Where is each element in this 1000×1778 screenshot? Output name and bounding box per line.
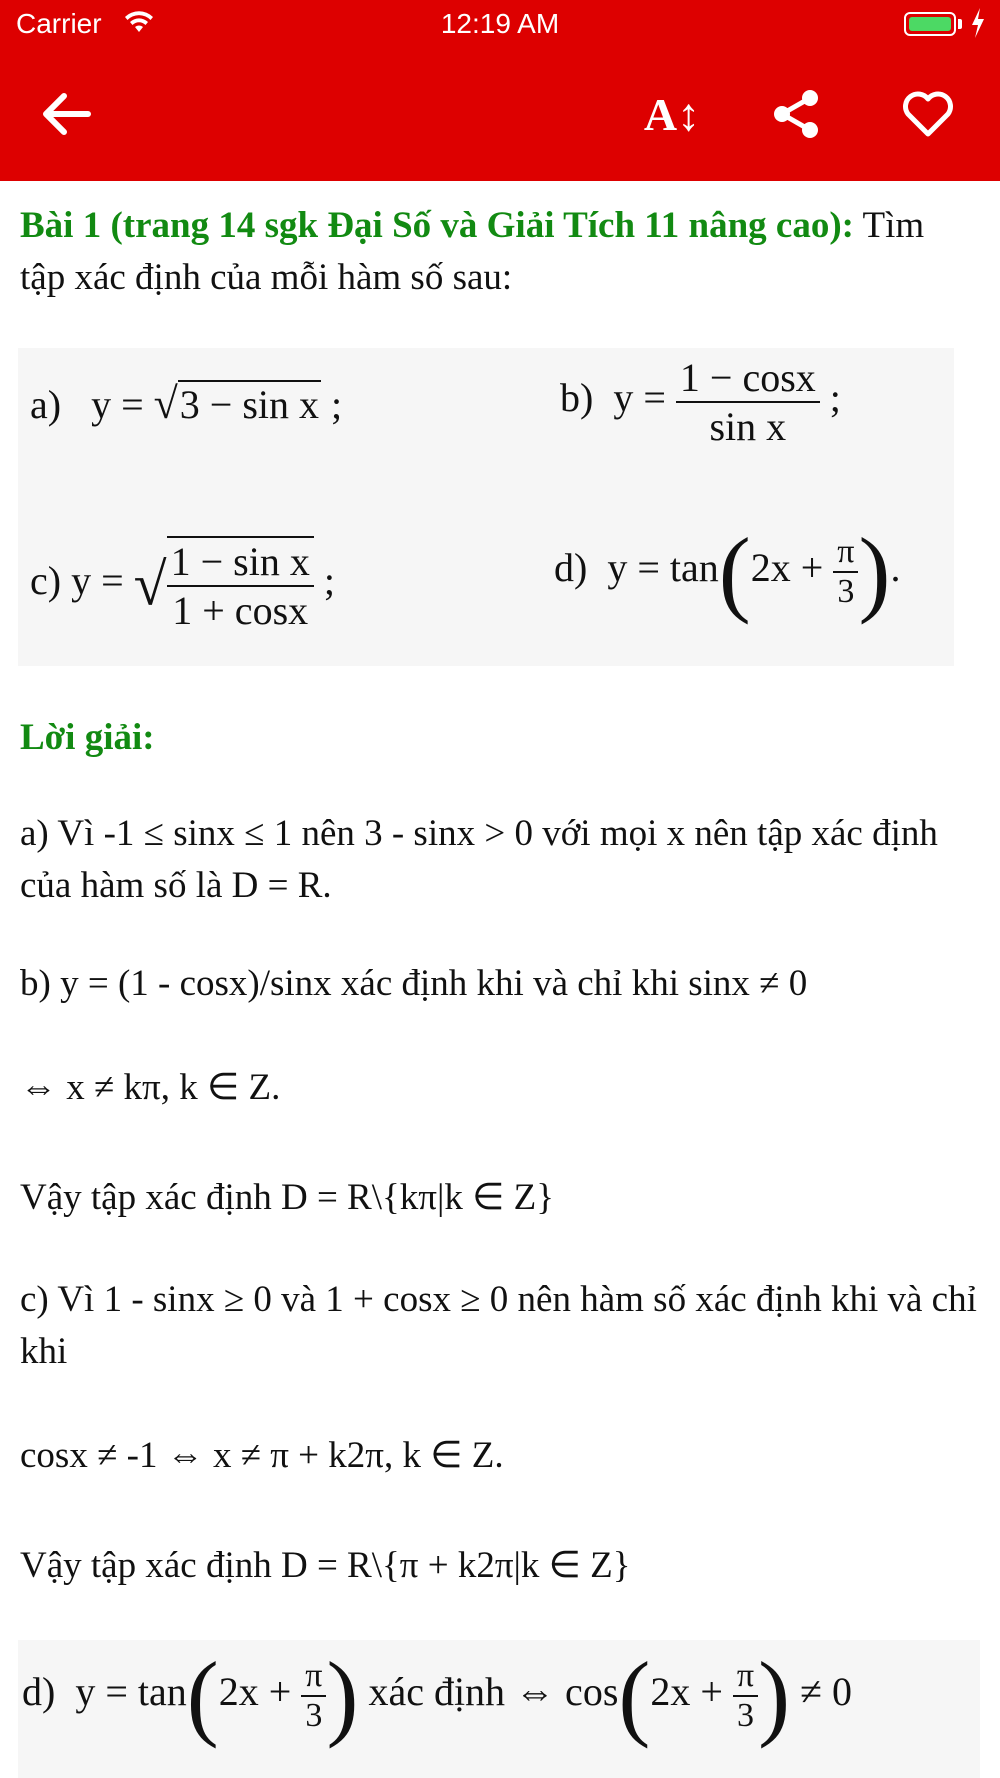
solution-heading: Lời giải: — [20, 717, 155, 758]
solution-d-inner: 2x + — [218, 1669, 302, 1715]
share-icon — [770, 88, 822, 140]
formula-d: d) y = tan(2x + $\frac{\pi}{3}$ ). — [554, 518, 901, 625]
formula-d-label: d) — [554, 545, 588, 591]
font-size-icon: A↕ — [643, 88, 701, 140]
nav-bar — [0, 48, 1000, 181]
formula-b-lhs: y = — [613, 375, 676, 421]
solution-d-num: π — [301, 1657, 326, 1697]
solution-d-fraction2 — [733, 1657, 758, 1735]
formula-c-label: c) — [30, 558, 62, 604]
solution-c-line1: c) Vì 1 - sinx ≥ 0 và 1 + cosx ≥ 0 nên hàm số xác định khi và chỉ khi — [20, 1279, 977, 1372]
share-button[interactable] — [760, 78, 832, 150]
solution-b-line3: Vậy tập xác định D = R\{kπ|k ∈ Z} — [20, 1177, 554, 1218]
problem-formulas — [18, 348, 954, 666]
formula-d-den: 3 — [837, 573, 855, 610]
formula-b-end: ; — [819, 375, 841, 421]
formula-a-radicand: 3 − sin x — [179, 382, 320, 427]
formula-b-label: b) — [560, 375, 594, 421]
formula-a-lhs: y = — [91, 382, 154, 427]
formula-a-label: a) — [30, 382, 62, 427]
carrier-label: Carrier — [16, 8, 102, 39]
solution-d-lhs: y = tan — [75, 1669, 187, 1715]
formula-d-num: π — [833, 533, 858, 573]
formula-a: a) y = √3 − sin x ; — [30, 379, 343, 428]
status-time: 12:19 AM — [440, 8, 560, 39]
formula-c-fraction — [167, 536, 314, 634]
formula-b-num: 1 − cosx — [676, 354, 820, 403]
battery-tip — [958, 19, 962, 29]
solution-b-line2: ⇔ x ≠ kπ, k ∈ Z. — [20, 1067, 281, 1108]
problem-title: Bài 1 (trang 14 sgk Đại Số và Giải Tích 11 nâng cao): — [20, 205, 854, 246]
solution-d-den: 3 — [305, 1697, 323, 1734]
solution-d-end: ≠ 0 — [790, 1669, 853, 1715]
formula-c: c) y = √ $\frac{\text{1 − sin x}}{1 + \cos x}$ ; — [30, 536, 335, 634]
font-size-button[interactable] — [636, 78, 708, 150]
solution-b-line1: b) y = (1 - cosx)/sinx xác định khi và chỉ khi sinx ≠ 0 — [20, 963, 808, 1004]
solution-d-num2: π — [733, 1657, 758, 1697]
solution-d-fraction — [301, 1657, 326, 1735]
favorite-button[interactable] — [892, 78, 964, 150]
status-bar — [0, 0, 1000, 48]
formula-b-fraction — [676, 354, 820, 450]
solution-a: a) Vì -1 ≤ sinx ≤ 1 nên 3 - sinx > 0 với mọi x nên tập xác định của hàm số là D = R. — [20, 813, 938, 906]
formula-b-den: sin x — [709, 404, 787, 449]
formula-d-fraction — [833, 533, 858, 611]
formula-c-den: 1 + cosx — [172, 588, 309, 633]
back-button[interactable] — [30, 78, 102, 150]
solution-d-den2: 3 — [737, 1697, 754, 1734]
formula-a-end: ; — [321, 382, 343, 427]
charging-bolt-icon — [970, 8, 986, 43]
battery-icon — [904, 12, 956, 36]
heart-icon — [902, 90, 954, 138]
solution-d-inner2: 2x + — [650, 1669, 733, 1715]
formula-d-end: . — [890, 545, 901, 591]
problem-statement — [20, 200, 960, 304]
formula-d-lhs: y = tan — [607, 545, 719, 591]
solution-d-mid: xác định ⇔ cos — [358, 1669, 619, 1715]
solution-d-label: d) — [22, 1669, 56, 1715]
formula-c-lhs: y = — [71, 558, 134, 604]
arrow-left-icon — [38, 90, 94, 138]
problem-prompt: Tìm tập xác định của mỗi hàm số sau: — [20, 205, 925, 298]
formula-d-inner: 2x + — [750, 545, 834, 591]
solution-c-line2: cosx ≠ -1 ⇔ x ≠ π + k2π, k ∈ Z. — [20, 1435, 504, 1476]
formula-b — [560, 354, 841, 450]
solution-c-line3: Vậy tập xác định D = R\{π + k2π|k ∈ Z} — [20, 1545, 631, 1586]
solution-d: d) y = tan(2x + $\frac{\pi}{3}$ ) xác định ⇔ cos(2x + $\frac{\pi}{3}$ ) ≠ 0 — [22, 1642, 853, 1749]
formula-c-end: ; — [313, 558, 335, 604]
solution-d-formula — [18, 1640, 980, 1778]
formula-c-num: 1 − sin x — [167, 538, 314, 587]
